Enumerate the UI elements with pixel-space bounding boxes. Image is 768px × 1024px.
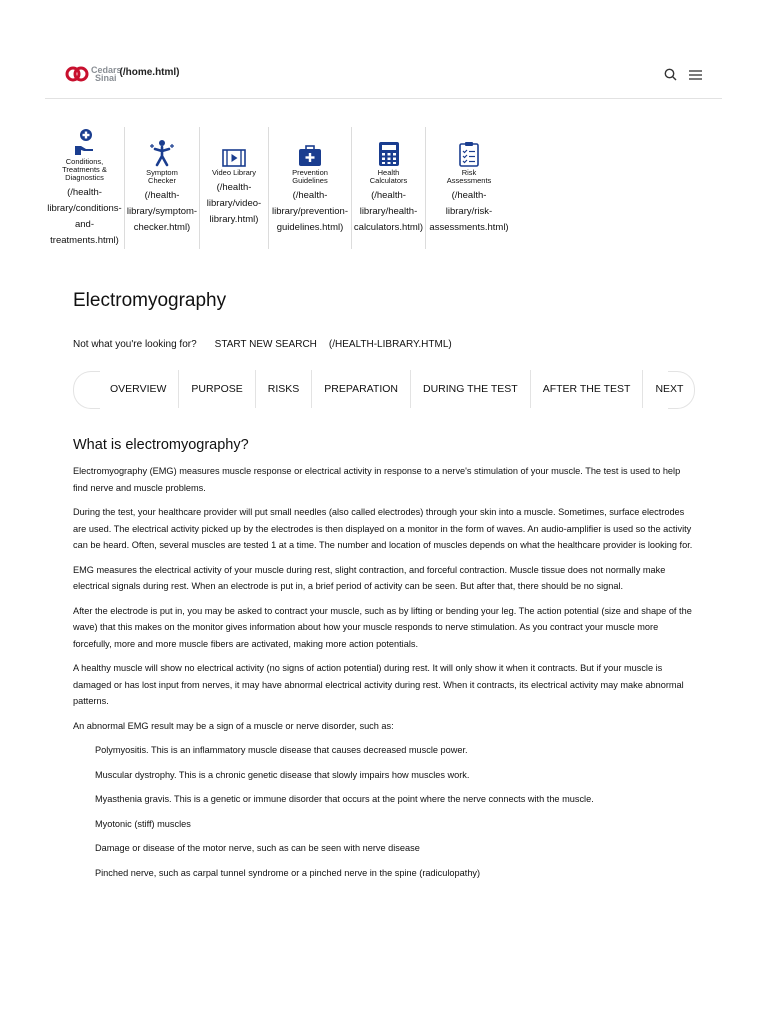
- paragraph: A healthy muscle will show no electrical activity (no signs of action potential) during rest. It will only show it when it contracts. But if your muscle is damaged or has lost input from nerves, it may have abnormal electrical activity during rest. When it contracts, its electrical activity may make abnormal patterns.: [73, 663, 684, 706]
- list-item: Polymyositis. This is an inflammatory muscle disease that causes decreased muscle power.: [95, 745, 468, 755]
- disorder-list: [73, 742, 695, 881]
- tab-list: [98, 370, 695, 408]
- logo-mark-icon: [65, 64, 89, 84]
- list-item: Damage or disease of the motor nerve, such as can be seen with nerve disease: [95, 843, 420, 853]
- tool-label-line: Guidelines: [292, 176, 328, 185]
- tab-preparation[interactable]: PREPARATION: [312, 370, 411, 408]
- tool-path-line: and-: [74, 219, 94, 230]
- page-title: Electromyography: [73, 290, 227, 311]
- paragraph: Electromyography (EMG) measures muscle response or electrical activity in response to a nerve's stimulation of your muscle. The test is used to help find nerve and muscle problems.: [73, 466, 681, 493]
- symptom-checker-icon: [149, 127, 175, 167]
- paragraph: After the electrode is put in, you may be asked to contract your muscle, such as by lifting or bending your leg. The action potential (size and shape of the wave) that this makes on the monitor gives information about how your muscle responds to nerve stimulation. As you contract your muscle more forcefully, more and more muscle fibers are activated, making more action potentials.: [73, 605, 692, 649]
- tool-path-line: library/conditions-: [47, 203, 122, 214]
- search-prompt: [73, 339, 452, 350]
- tool-label-line: Calculators: [369, 176, 408, 185]
- paragraph: An abnormal EMG result may be a sign of a muscle or nerve disorder, such as:: [73, 720, 394, 731]
- tab-overview[interactable]: OVERVIEW: [98, 370, 179, 408]
- tool-path-line: guidelines.html): [276, 222, 344, 233]
- paragraph: EMG measures the electrical activity of your muscle during rest, slight contraction, and forceful contraction. Muscle tissue does not normally make electrical signals during rest. When an electrode is put in, a brief period of activity can be seen. But after that, there should be no signal.: [73, 564, 666, 591]
- home-link[interactable]: (/home.html): [119, 66, 180, 78]
- tool-label-line: Symptom: [146, 168, 178, 177]
- calculator-icon: [378, 127, 400, 167]
- tool-path-line: (/health-: [451, 190, 487, 201]
- tool-path-line: (/health-: [371, 190, 406, 201]
- tool-path-line: library.html): [209, 214, 259, 225]
- search-path-link[interactable]: (/HEALTH-LIBRARY.HTML): [328, 339, 452, 350]
- tool-label-line: Diagnostics: [65, 173, 104, 182]
- tool-symptom-checker[interactable]: [125, 127, 200, 249]
- tool-video-library[interactable]: [200, 127, 269, 249]
- menu-icon[interactable]: [689, 70, 702, 80]
- clipboard-icon: [459, 127, 479, 167]
- tool-path-line: library/risk-: [445, 206, 493, 217]
- section-tabs: [73, 370, 695, 408]
- tool-label-line: Prevention: [292, 168, 328, 177]
- tool-label-line: Health: [377, 168, 400, 177]
- site-header: [45, 56, 722, 99]
- list-item: Myotonic (stiff) muscles: [95, 818, 191, 829]
- health-library-tools: [45, 127, 512, 249]
- logo-line2: Sinai: [95, 73, 117, 83]
- video-library-icon: [222, 127, 246, 167]
- tab-during-the-test[interactable]: DURING THE TEST: [411, 370, 531, 408]
- header-actions: [664, 68, 702, 81]
- tool-risk-assessments[interactable]: [426, 127, 512, 249]
- tool-path-line: checker.html): [133, 222, 191, 233]
- tool-label-line: Checker: [148, 176, 176, 185]
- article-body: [73, 437, 695, 889]
- tool-path-line: (/health-: [292, 190, 328, 201]
- tool-label-line: Assessments: [446, 176, 492, 185]
- start-new-search-link[interactable]: START NEW SEARCH: [214, 339, 317, 350]
- tool-health-calculators[interactable]: [352, 127, 426, 249]
- prevention-icon: [298, 127, 322, 167]
- scroll-left-button[interactable]: [73, 371, 100, 409]
- tool-label-line: Video Library: [211, 168, 257, 177]
- tab-risks[interactable]: RISKS: [256, 370, 313, 408]
- tool-path-line: assessments.html): [429, 222, 509, 233]
- tab-after-the-test[interactable]: AFTER THE TEST: [531, 370, 644, 408]
- tool-path-line: calculators.html): [353, 222, 424, 233]
- tool-path-line: library/video-: [206, 198, 262, 209]
- list-item: Pinched nerve, such as carpal tunnel syndrome or a pinched nerve in the spine (radiculopathy): [95, 867, 481, 878]
- tool-path-line: (/health-: [144, 190, 180, 201]
- tool-path-line: library/symptom-: [126, 206, 198, 217]
- conditions-icon: [73, 127, 97, 156]
- tool-path-line: treatments.html): [50, 235, 119, 246]
- tool-path-line: (/health-: [216, 182, 252, 193]
- search-question: Not what you're looking for?: [73, 339, 197, 350]
- tool-path-line: library/prevention-: [271, 206, 349, 217]
- paragraph: During the test, your healthcare provider will put small needles (also called electrodes) through your skin into a muscle. Sometimes, surface electrodes are used. The electrical activity picked up by the electrodes is then displayed on a monitor in the form of waves. An audio-amplifier is used so the activity can be heard. Often, several muscles are tested 1 at a time. The number and location of muscles depends on what the healthcare provider is looking for.: [73, 507, 693, 550]
- tool-path-line: (/health-: [67, 187, 102, 198]
- tool-conditions[interactable]: [45, 127, 125, 249]
- list-item: Myasthenia gravis. This is a genetic or immune disorder that occurs at the point where the nerve connects with the muscle.: [95, 794, 594, 804]
- tab-purpose[interactable]: PURPOSE: [179, 370, 255, 408]
- list-item: Muscular dystrophy. This is a chronic genetic disease that slowly impairs how muscles work.: [95, 769, 470, 780]
- cedars-sinai-logo[interactable]: [65, 64, 180, 84]
- tool-label-line: Conditions,: [65, 157, 104, 166]
- tool-label-line: Treatments &: [62, 165, 107, 174]
- logo-line1: Cedars: [91, 65, 122, 75]
- section-heading: What is electromyography?: [73, 437, 249, 453]
- tab-next[interactable]: NEXT: [655, 383, 684, 395]
- tool-label-line: Risk: [461, 168, 477, 177]
- logo-text: [91, 66, 122, 82]
- tool-prevention-guidelines[interactable]: [269, 127, 352, 249]
- tool-path-line: library/health-: [359, 206, 418, 217]
- search-icon[interactable]: [664, 68, 677, 81]
